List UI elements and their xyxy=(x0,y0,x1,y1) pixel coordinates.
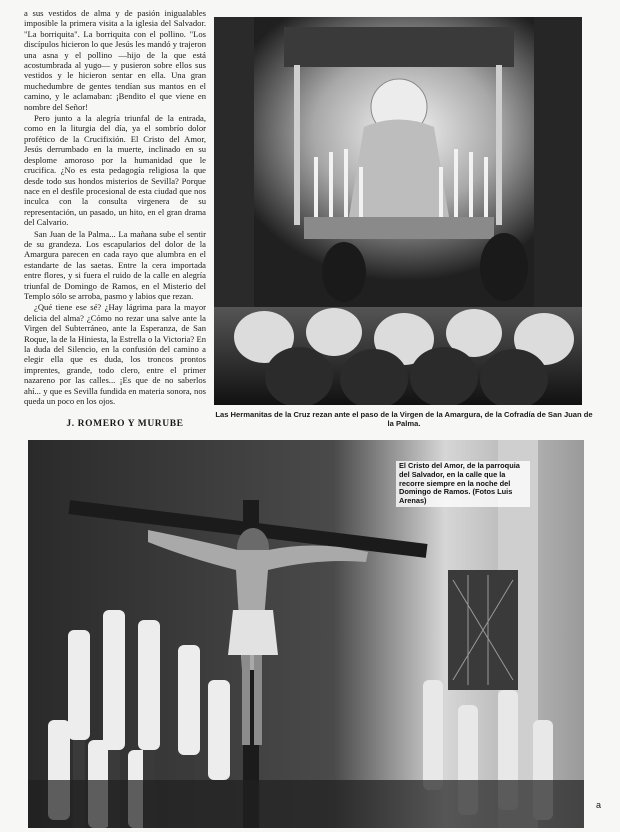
page-edge-mark: a xyxy=(596,800,602,810)
article-paragraph: a sus vestidos de alma y de pasión inigualables imposible la primera visita a la iglesia del Salvador. "La borriquita". La borriquita con el pollino. "Los discípulos hicieron lo que Jesús les mandó y trajeron una asna y el pollino —hijo de la que está acostumbrada al yugo— y pusieron sobre ellos sus vestidos y le hicieron sentar en ella. Una gran muchedumbre de gentes tendían sus mantos en el camino, y le aclamaban: ¡Bendito el que viene en nombre del Señor! xyxy=(24,8,206,112)
photo-cristo-del-amor-caption: El Cristo del Amor, de la parroquia del Salvador, en la calle que la recorre siempre en la noche del Domingo de Ramos. (Fotos Luis Arenas) xyxy=(396,461,530,507)
article-column xyxy=(24,8,206,407)
photo-virgin-float-caption: Las Hermanitas de la Cruz rezan ante el paso de la Virgen de la Amargura, de la Cofradía de San Juan de la Palma. xyxy=(215,410,593,428)
article-paragraph: ¿Qué tiene ese sé? ¿Hay lágrima para la mayor delicia del alma? ¿Cómo no rezar una salve ante la Virgen del Subterráneo, ante la Esperanza, de San Roque, la de la Hiniesta, la Estrella o la Victoria? En la duda del Silencio, en la confusión del camino a elegir ella que es duda, los troncos prontos imprentes, grande, todo clero, entre el primer nazareno por las calles... ¡Es que de no saberlos ahí... y que es Sevilla fundida en materia sonora, nos queda un poco en los ojos. xyxy=(24,302,206,407)
article-paragraph: San Juan de la Palma... La mañana sube el sentir de su grandeza. Los escapularios del dolor de la Amargura parecen en cada rayo que alumbra en el estandarte de las saetas. Entre la cera importada entre flores, y si fuera el ruido de la calle en alegría triunfal de Domingo de Ramos, en el Misterio del Templo sólo se arroba, pasmo y labios que rezan. xyxy=(24,228,206,301)
photo-virgin-float xyxy=(214,17,582,405)
author-byline: J. ROMERO Y MURUBE xyxy=(66,419,184,429)
article-paragraph: Pero junto a la alegría triunfal de la entrada, como en la liturgia del día, ya el sombrío dolor profético de la Crucifixión. El Cristo del Amor, Jesús derrumbado en la muerte, inclinado en su desplome amoroso por la humanidad que le crucifica. ¿No es esta pedagogía religiosa la que desde todo sus hondos misterios de Sevilla? Porque nace en el desfile procesional de esta ciudad que nos inculca con la consulta virgenera de su representación, un pasado, un hito, en el gran drama del Calvario. xyxy=(24,113,206,228)
photo-virgin-float-image xyxy=(214,17,582,405)
